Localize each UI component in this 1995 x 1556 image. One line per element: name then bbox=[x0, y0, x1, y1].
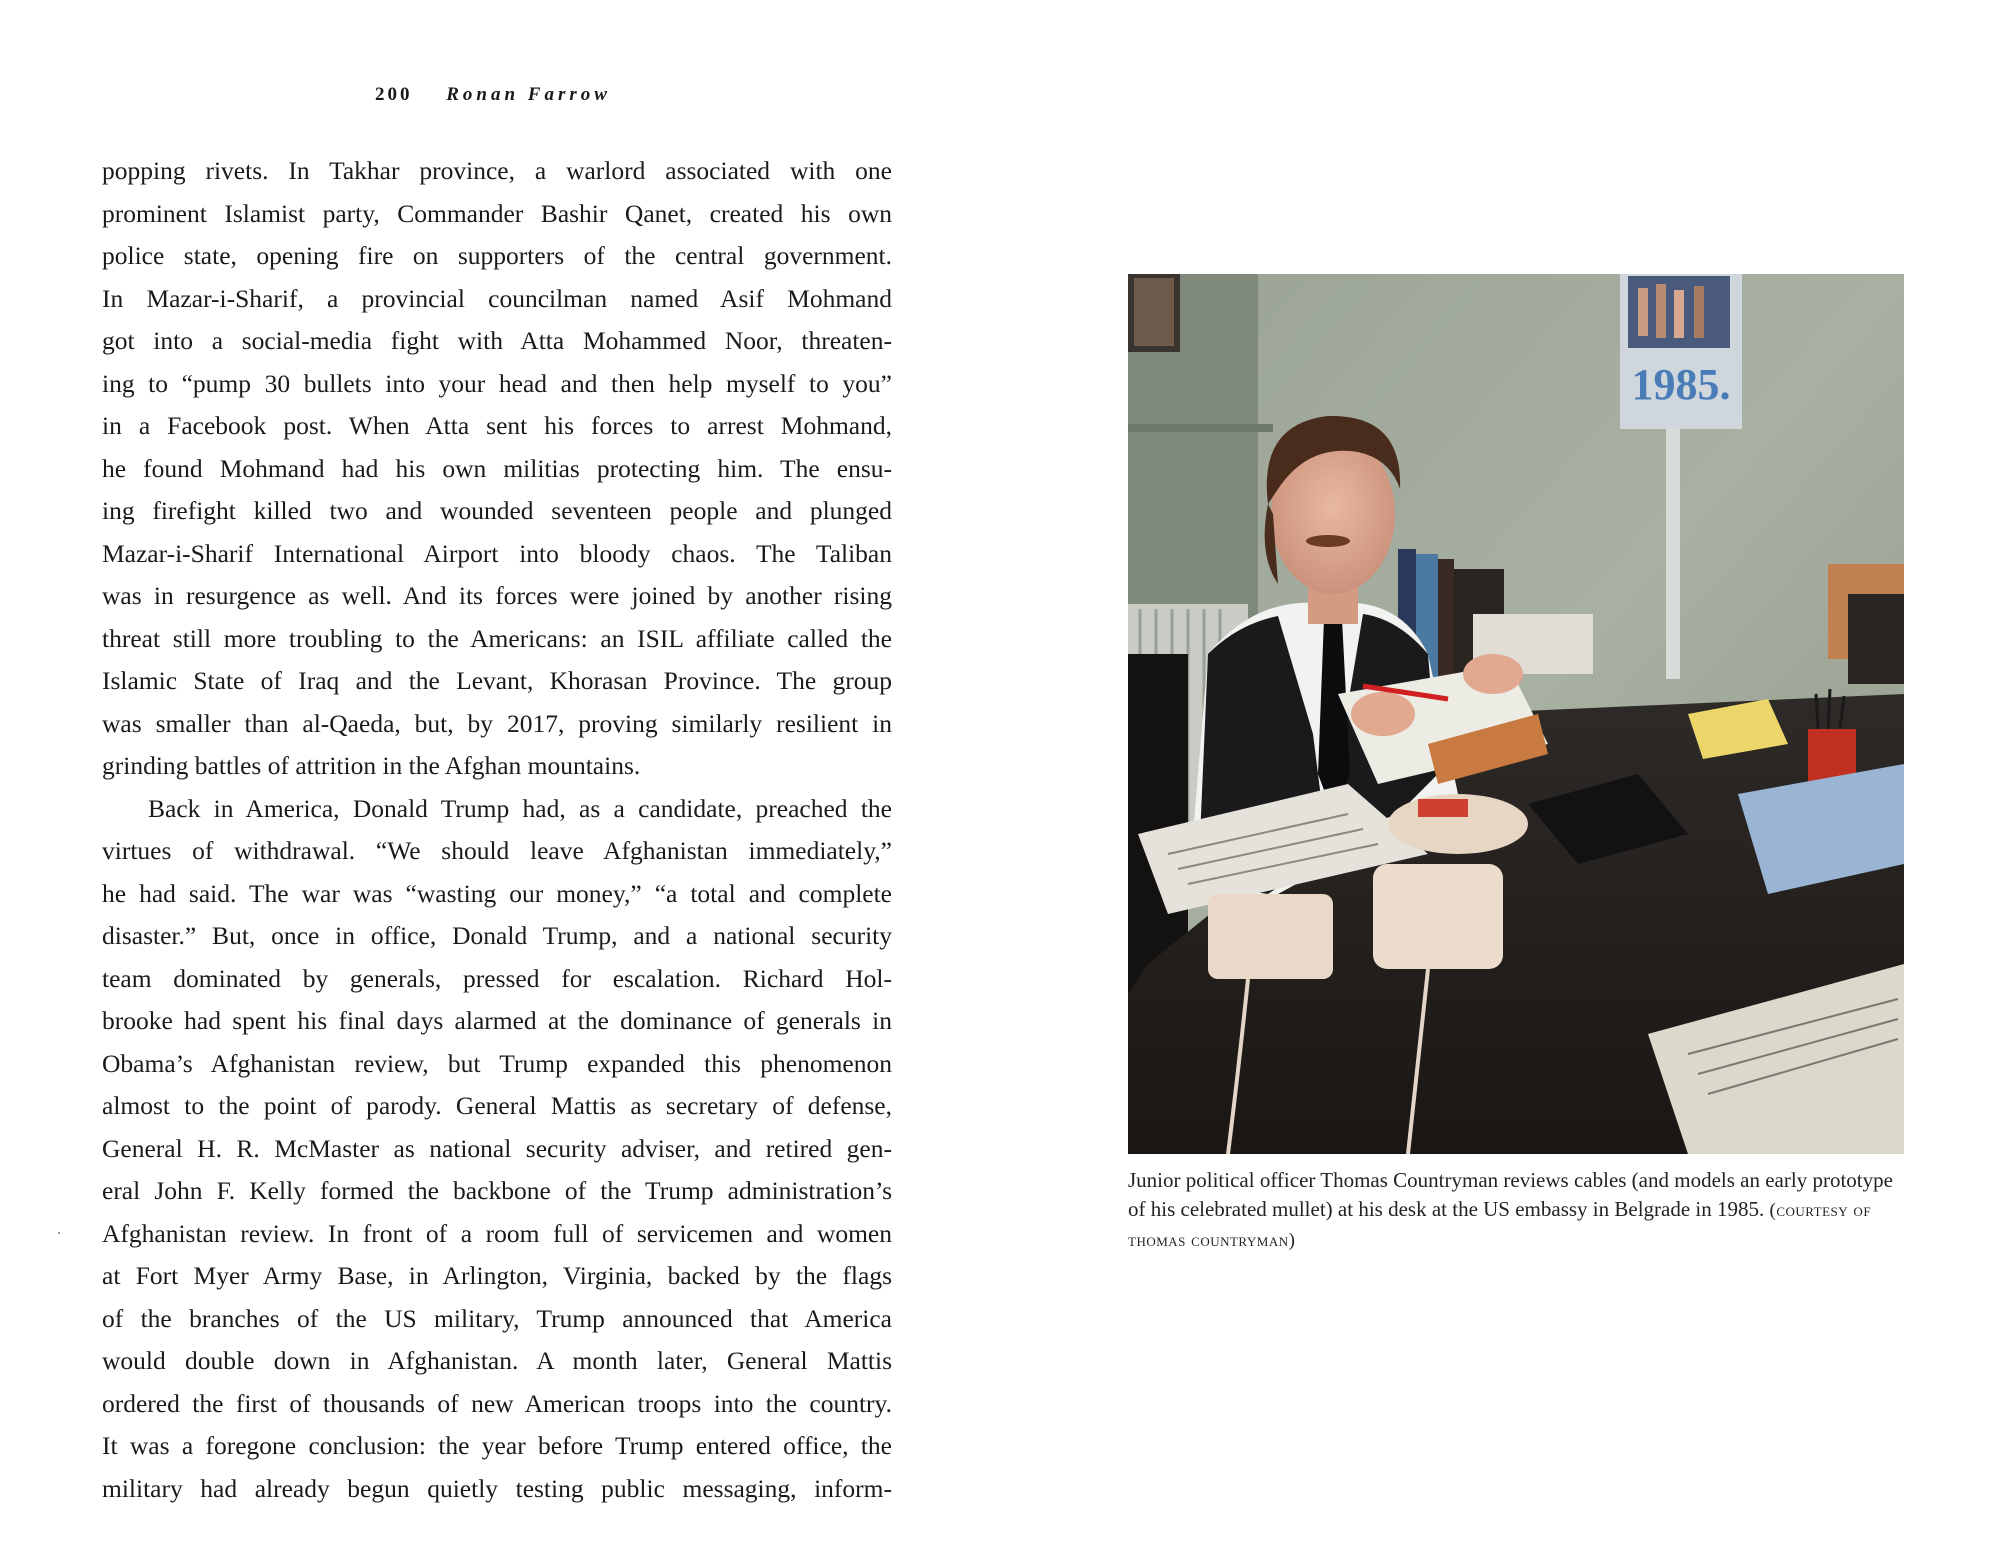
text-line: In Mazar-i-Sharif, a provincial councilman named Asif Mohmand bbox=[102, 283, 892, 313]
text-line: Mazar-i-Sharif International Airport into bloody chaos. The Taliban bbox=[102, 538, 892, 568]
running-head bbox=[375, 84, 611, 106]
running-head-author: Ronan Farrow bbox=[446, 84, 611, 105]
text-line: ing to “pump 30 bullets into your head and then help myself to you” bbox=[102, 368, 892, 398]
text-line: Obama’s Afghanistan review, but Trump expanded this phenomenon bbox=[102, 1048, 892, 1078]
text-line: team dominated by generals, pressed for escalation. Richard Hol- bbox=[102, 963, 892, 993]
text-line: was in resurgence as well. And its forces were joined by another rising bbox=[102, 581, 892, 610]
text-line: ing firefight killed two and wounded seventeen people and plunged bbox=[102, 496, 892, 525]
text-line: threat still more troubling to the Americans: an ISIL affiliate called the bbox=[102, 623, 892, 653]
text-line: prominent Islamist party, Commander Bashir Qanet, created his own bbox=[102, 198, 892, 228]
caption-text: Junior political officer Thomas Countryman reviews cables (and models an early prototype of his celebrated mullet) at his desk at the US embassy in Belgrade in 1985. bbox=[1128, 1168, 1893, 1221]
text-line: at Fort Myer Army Base, in Arlington, Virginia, backed by the flags bbox=[102, 1261, 892, 1290]
text-line: got into a social-media fight with Atta Mohammed Noor, threaten- bbox=[102, 326, 892, 355]
text-line: he had said. The war was “wasting our money,” “a total and complete bbox=[102, 878, 892, 908]
text-line: ordered the first of thousands of new American troops into the country. bbox=[102, 1388, 892, 1418]
text-line: Afghanistan review. In front of a room full of servicemen and women bbox=[102, 1218, 892, 1248]
text-line: military had already begun quietly testing public messaging, inform- bbox=[102, 1473, 892, 1503]
text-line: of the branches of the US military, Trump announced that America bbox=[102, 1303, 892, 1333]
text-line: popping rivets. In Takhar province, a warlord associated with one bbox=[102, 156, 892, 185]
text-line: in a Facebook post. When Atta sent his forces to arrest Mohmand, bbox=[102, 411, 892, 440]
photo-caption bbox=[1128, 1166, 1908, 1255]
body-text bbox=[102, 150, 892, 1510]
text-line: General H. R. McMaster as national security adviser, and retired gen- bbox=[102, 1133, 892, 1163]
caption-credit: (courtesy of thomas countryman) bbox=[1128, 1200, 1872, 1251]
text-line: disaster.” But, once in office, Donald Trump, and a national security bbox=[102, 921, 892, 950]
text-line: was smaller than al-Qaeda, but, by 2017, proving similarly resilient in bbox=[102, 708, 892, 738]
text-line: grinding battles of attrition in the Afghan mountains. bbox=[102, 751, 641, 780]
text-line: virtues of withdrawal. “We should leave Afghanistan immediately,” bbox=[102, 836, 892, 865]
text-line: It was a foregone conclusion: the year before Trump entered office, the bbox=[102, 1431, 892, 1460]
text-line: Islamic State of Iraq and the Levant, Khorasan Province. The group bbox=[102, 666, 892, 695]
text-line: he found Mohmand had his own militias protecting him. The ensu- bbox=[102, 453, 892, 483]
text-line: brooke had spent his final days alarmed at the dominance of generals in bbox=[102, 1006, 892, 1035]
text-line: Back in America, Donald Trump had, as a candidate, preached the bbox=[148, 793, 892, 823]
text-line: police state, opening fire on supporters of the central government. bbox=[102, 241, 892, 270]
text-line: eral John F. Kelly formed the backbone of the Trump administration’s bbox=[102, 1176, 892, 1205]
page-number: 200 bbox=[375, 84, 413, 105]
text-line: almost to the point of parody. General Mattis as secretary of defense, bbox=[102, 1091, 892, 1120]
calendar-year: 1985. bbox=[1631, 360, 1731, 409]
text-line: would double down in Afghanistan. A month later, General Mattis bbox=[102, 1346, 892, 1375]
gutter-mark bbox=[58, 1232, 60, 1234]
photo bbox=[1128, 274, 1904, 1154]
